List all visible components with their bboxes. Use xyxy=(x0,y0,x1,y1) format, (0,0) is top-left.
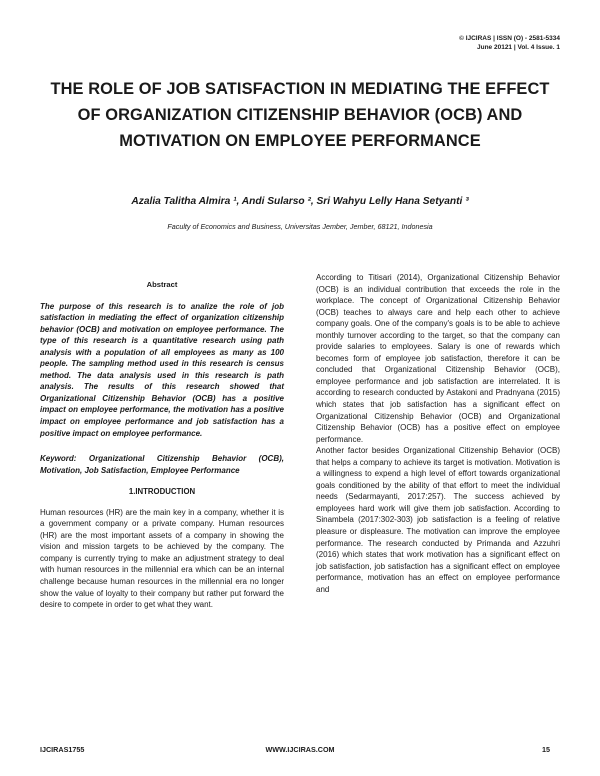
journal-header xyxy=(459,34,560,52)
footer-website: WWW.IJCIRAS.COM xyxy=(265,745,335,754)
abstract-body: The purpose of this research is to analize the role of job satisfaction in mediating the effect of organization citizenship behavior (OCB) and motivation on employee performance. The type of this research is a quantitative research using path analysis with a population of all employees as many as 100 people. The sampling method used in this research is census method. The data analysis used in this research is path analysis. The results of this research showed that Organizational Citizenship Behavior (OCB) has a positive impact on employee performance, the motivation has a positive impact on employee performance and job satisfaction has a positive impact on employee performance. xyxy=(40,301,284,438)
left-column xyxy=(40,272,284,611)
paper-title: THE ROLE OF JOB SATISFACTION IN MEDIATING THE EFFECT OF ORGANIZATION CITIZENSHIP BEHAVIOR (OCB) AND MOTIVATION ON EMPLOYEE PERFORMANCE xyxy=(50,80,550,150)
right-column xyxy=(316,272,560,595)
introduction-heading: 1.INTRODUCTION xyxy=(128,487,196,497)
paragraph-ocb: According to Titisari (2014), Organizational Citizenship Behavior (OCB) is an individual contribution that exceeds the role in the workplace. The concept of Organizational Citizenship Behavior (OCB) teaches to always care and help each other to achieve company goals. One of the company's goals is to be able to achieve monthly turnover according to the target, so that the company can provide salaries to employees. Salary is one of rewards which becomes form of employee job satisfaction, therefore it can be concluded that Organizational Citizenship Behavior (OCB), employee performance and job satisfaction are interrelated. It is according to research conducted by Astakoni and Pradnyana (2015) which states that job satisfaction has a significant effect on Organizational Citizenship Behavior (OCB) and Organizational Citizenship Behavior (OCB) has a positive effect on employee performance. xyxy=(316,273,560,444)
header-issn: © IJCIRAS | ISSN (O) - 2581-5334 xyxy=(459,35,560,42)
abstract-heading: Abstract xyxy=(146,280,178,289)
keywords: Keyword: Organizational Citizenship Behavior (OCB), Motivation, Job Satisfaction, Employee Performance xyxy=(40,454,284,475)
affiliation: Faculty of Economics and Business, Universitas Jember, Jember, 68121, Indonesia xyxy=(167,222,433,231)
author-list: Azalia Talitha Almira ¹, Andi Sularso ², Sri Wahyu Lelly Hana Setyanti ³ xyxy=(131,196,469,207)
paragraph-motivation: Another factor besides Organizational Citizenship Behavior (OCB) that helps a company to achieve its target is motivation. Motivation is a willingness to expend a high level of effort towards organizational goals conditioned by the ability of that effort to meet the individual needs (Sedarmayanti, 2017:257). The success achieved by employees hard work will give them job satisfaction. According to Sinambela (2017:302-303) job satisfaction is a feeling of relative pleasure or displeasure. The motivation can improve the employee performance. The research conducted by Primanda and Azzuhri (2016) which states that work motivation has a significant effect on job satisfaction, job satisfaction has a significant effect on employee performance, motivation has an effect on employee performance and xyxy=(316,446,560,594)
footer-id: IJCIRAS1755 xyxy=(40,745,85,754)
introduction-body: Human resources (HR) are the main key in a company, whether it is a government company or a private company. Human resources (HR) are the most important assets of a company in showing the vision and mission targets to be achieved by the company. The company is currently trying to make an adjustment strategy to deal with human resources in the millennial era which can be an internal challenge because human resources in the millennial era no longer show the value of loyalty to their company but rather put forward the desire to compete in order to get what they want. xyxy=(40,507,284,610)
page-number: 15 xyxy=(542,745,550,754)
header-issue: June 20121 | Vol. 4 Issue. 1 xyxy=(477,44,560,51)
